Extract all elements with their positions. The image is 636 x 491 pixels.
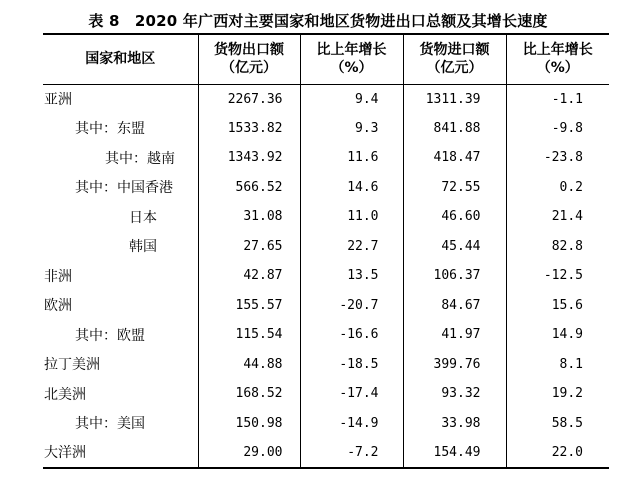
region-cell: 日本 — [129, 209, 157, 226]
export-value-cell: 29.00 — [198, 438, 300, 468]
trade-table — [43, 33, 609, 469]
region-cell: 其中：欧盟 — [75, 327, 145, 344]
import-growth-cell: 58.5 — [506, 409, 609, 439]
import-growth-cell: 0.2 — [506, 173, 609, 203]
header-import-growth — [506, 34, 609, 84]
export-growth-cell: -17.4 — [300, 379, 403, 409]
header-import-label: 货物进口额 — [419, 42, 490, 59]
header-row — [43, 34, 609, 84]
import-value-cell: 399.76 — [403, 350, 506, 380]
table-row — [43, 261, 609, 291]
region-cell: 亚洲 — [44, 92, 72, 108]
table-title: 表 8 2020 年广西对主要国家和地区货物进出口总额及其增长速度 — [88, 12, 548, 30]
export-growth-cell: -20.7 — [300, 291, 403, 321]
import-value-cell: 41.97 — [403, 320, 506, 350]
region-cell: 非洲 — [44, 268, 72, 285]
table-row — [43, 438, 609, 468]
export-growth-cell: 9.3 — [300, 114, 403, 144]
table-row — [43, 291, 609, 321]
export-value-cell: 1343.92 — [198, 143, 300, 173]
import-value-cell: 418.47 — [403, 143, 506, 173]
region-cell: 其中：美国 — [75, 416, 145, 433]
region-cell: 欧洲 — [44, 298, 72, 315]
header-export-unit: （亿元） — [221, 60, 277, 77]
table-row — [43, 173, 609, 203]
import-growth-cell: 22.0 — [506, 438, 609, 468]
header-export-growth-label: 比上年增长 — [316, 42, 387, 59]
table-row — [43, 202, 609, 232]
export-value-cell: 155.57 — [198, 291, 300, 321]
export-growth-cell: -14.9 — [300, 409, 403, 439]
import-growth-cell: 82.8 — [506, 232, 609, 262]
region-cell: 拉丁美洲 — [44, 357, 100, 374]
export-growth-cell: -7.2 — [300, 438, 403, 468]
header-import-growth-unit: （%） — [536, 60, 579, 77]
header-region-label: 国家和地区 — [85, 51, 156, 68]
header-import — [403, 34, 506, 84]
header-export-label: 货物出口额 — [214, 42, 284, 59]
import-growth-cell: 15.6 — [506, 291, 609, 321]
export-value-cell: 44.88 — [198, 350, 300, 380]
export-value-cell: 1533.82 — [198, 114, 300, 144]
region-cell: 韩国 — [129, 239, 157, 256]
import-growth-cell: 19.2 — [506, 379, 609, 409]
import-growth-cell: -23.8 — [506, 143, 609, 173]
export-growth-cell: -18.5 — [300, 350, 403, 380]
region-cell: 北美洲 — [44, 386, 86, 403]
table-row — [43, 143, 609, 173]
import-growth-cell: -1.1 — [506, 84, 609, 114]
import-value-cell: 33.98 — [403, 409, 506, 439]
table-row — [43, 84, 609, 114]
import-value-cell: 841.88 — [403, 114, 506, 144]
import-growth-cell: 14.9 — [506, 320, 609, 350]
export-value-cell: 150.98 — [198, 409, 300, 439]
export-value-cell: 168.52 — [198, 379, 300, 409]
import-value-cell: 72.55 — [403, 173, 506, 203]
header-export — [198, 34, 300, 84]
import-value-cell: 84.67 — [403, 291, 506, 321]
export-growth-cell: 11.6 — [300, 143, 403, 173]
header-export-growth-unit: （%） — [330, 60, 373, 77]
region-cell: 其中：东盟 — [75, 121, 145, 138]
import-growth-cell: 21.4 — [506, 202, 609, 232]
export-growth-cell: 9.4 — [300, 84, 403, 114]
export-value-cell: 42.87 — [198, 261, 300, 291]
table-body — [43, 84, 609, 468]
export-value-cell: 31.08 — [198, 202, 300, 232]
export-value-cell: 566.52 — [198, 173, 300, 203]
header-export-growth — [300, 34, 403, 84]
region-cell: 其中：中国香港 — [75, 180, 173, 197]
export-growth-cell: 13.5 — [300, 261, 403, 291]
import-value-cell: 46.60 — [403, 202, 506, 232]
table-row — [43, 232, 609, 262]
export-value-cell: 115.54 — [198, 320, 300, 350]
import-value-cell: 93.32 — [403, 379, 506, 409]
export-value-cell: 27.65 — [198, 232, 300, 262]
import-value-cell: 106.37 — [403, 261, 506, 291]
header-import-unit: （亿元） — [426, 60, 483, 77]
table-row — [43, 409, 609, 439]
header-import-growth-label: 比上年增长 — [522, 42, 593, 59]
export-growth-cell: 11.0 — [300, 202, 403, 232]
table-row — [43, 320, 609, 350]
table-row — [43, 350, 609, 380]
export-growth-cell: -16.6 — [300, 320, 403, 350]
import-growth-cell: -9.8 — [506, 114, 609, 144]
import-value-cell: 154.49 — [403, 438, 506, 468]
table-row — [43, 114, 609, 144]
import-growth-cell: -12.5 — [506, 261, 609, 291]
import-value-cell: 1311.39 — [403, 84, 506, 114]
import-value-cell: 45.44 — [403, 232, 506, 262]
region-cell: 大洋洲 — [43, 438, 198, 468]
import-growth-cell: 8.1 — [506, 350, 609, 380]
export-value-cell: 2267.36 — [198, 84, 300, 114]
region-cell: 其中：越南 — [105, 150, 175, 167]
export-growth-cell: 22.7 — [300, 232, 403, 262]
table-row — [43, 379, 609, 409]
export-growth-cell: 14.6 — [300, 173, 403, 203]
header-region — [43, 34, 198, 84]
